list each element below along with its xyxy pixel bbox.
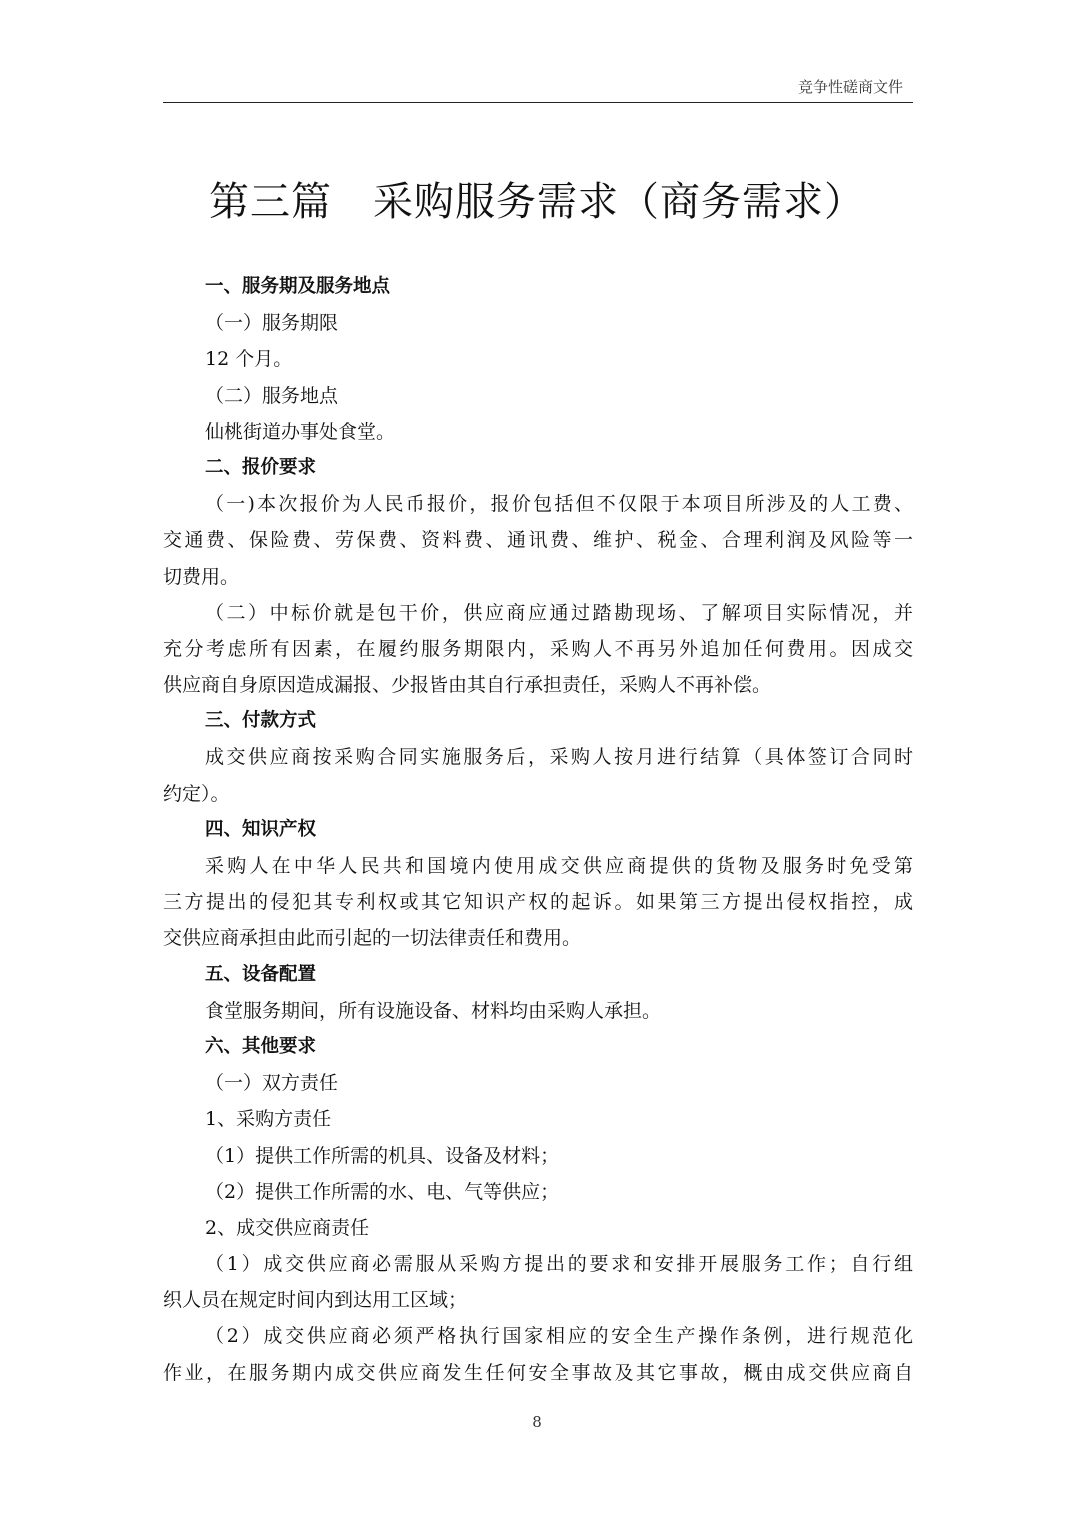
section-heading: 六、其他要求	[205, 1035, 317, 1057]
text-line: （1）提供工作所需的机具、设备及材料；	[205, 1144, 560, 1167]
text-line: 供应商自身原因造成漏报、少报皆由其自行承担责任，采购人不再补偿。	[163, 674, 772, 697]
section-heading: 三、付款方式	[205, 710, 317, 732]
text-line: 12 个月。	[205, 348, 293, 371]
page-header	[163, 76, 913, 103]
page-title: 第三篇 采购服务需求（商务需求）	[209, 179, 865, 225]
page-number: 8	[532, 1413, 542, 1431]
text-line: 织人员在规定时间内到达用工区域；	[163, 1289, 468, 1312]
text-line: 约定）。	[163, 782, 230, 805]
text-line: （一）双方责任	[205, 1072, 339, 1095]
text-line: 切费用。	[163, 565, 240, 588]
text-line: （2）成交供应商必须严格执行国家相应的安全生产操作条例，进行规范化	[205, 1325, 913, 1348]
text-line: 成交供应商按采购合同实施服务后，采购人按月进行结算（具体签订合同时	[205, 746, 913, 769]
header-text: 竞争性磋商文件	[797, 78, 903, 96]
text-line: （1）成交供应商必需服从采购方提出的要求和安排开展服务工作；自行组	[205, 1253, 913, 1276]
section-heading: 四、知识产权	[205, 818, 317, 840]
text-line: （二）中标价就是包干价，供应商应通过踏勘现场、了解项目实际情况，并	[205, 601, 913, 624]
text-line: （一)本次报价为人民币报价，报价包括但不仅限于本项目所涉及的人工费、	[205, 493, 913, 516]
body-text	[163, 269, 913, 1391]
text-line: 2、成交供应商责任	[205, 1216, 370, 1239]
text-line: 交通费、保险费、劳保费、资料费、通讯费、维护、税金、合理利润及风险等一	[163, 529, 913, 552]
text-line: 1、采购方责任	[205, 1108, 332, 1131]
text-line: 作业，在服务期内成交供应商发生任何安全事故及其它事故，概由成交供应商自	[163, 1361, 913, 1384]
section-heading: 一、服务期及服务地点	[205, 276, 391, 297]
section-heading: 二、报价要求	[205, 456, 317, 478]
text-line: 采购人在中华人民共和国境内使用成交供应商提供的货物及服务时免受第	[205, 855, 913, 877]
text-line: 食堂服务期间，所有设施设备、材料均由采购人承担。	[205, 999, 662, 1022]
text-line: 三方提出的侵犯其专利权或其它知识产权的起诉。如果第三方提出侵权指控，成	[163, 891, 913, 914]
text-line: 仙桃街道办事处食堂。	[205, 420, 396, 443]
text-line: （2）提供工作所需的水、电、气等供应；	[205, 1180, 560, 1203]
text-line: 充分考虑所有因素，在履约服务期限内，采购人不再另外追加任何费用。因成交	[163, 637, 913, 660]
section-heading: 五、设备配置	[205, 963, 317, 985]
text-line: （二）服务地点	[205, 384, 339, 407]
text-line: （一）服务期限	[205, 312, 339, 335]
text-line: 交供应商承担由此而引起的一切法律责任和费用。	[163, 927, 582, 950]
